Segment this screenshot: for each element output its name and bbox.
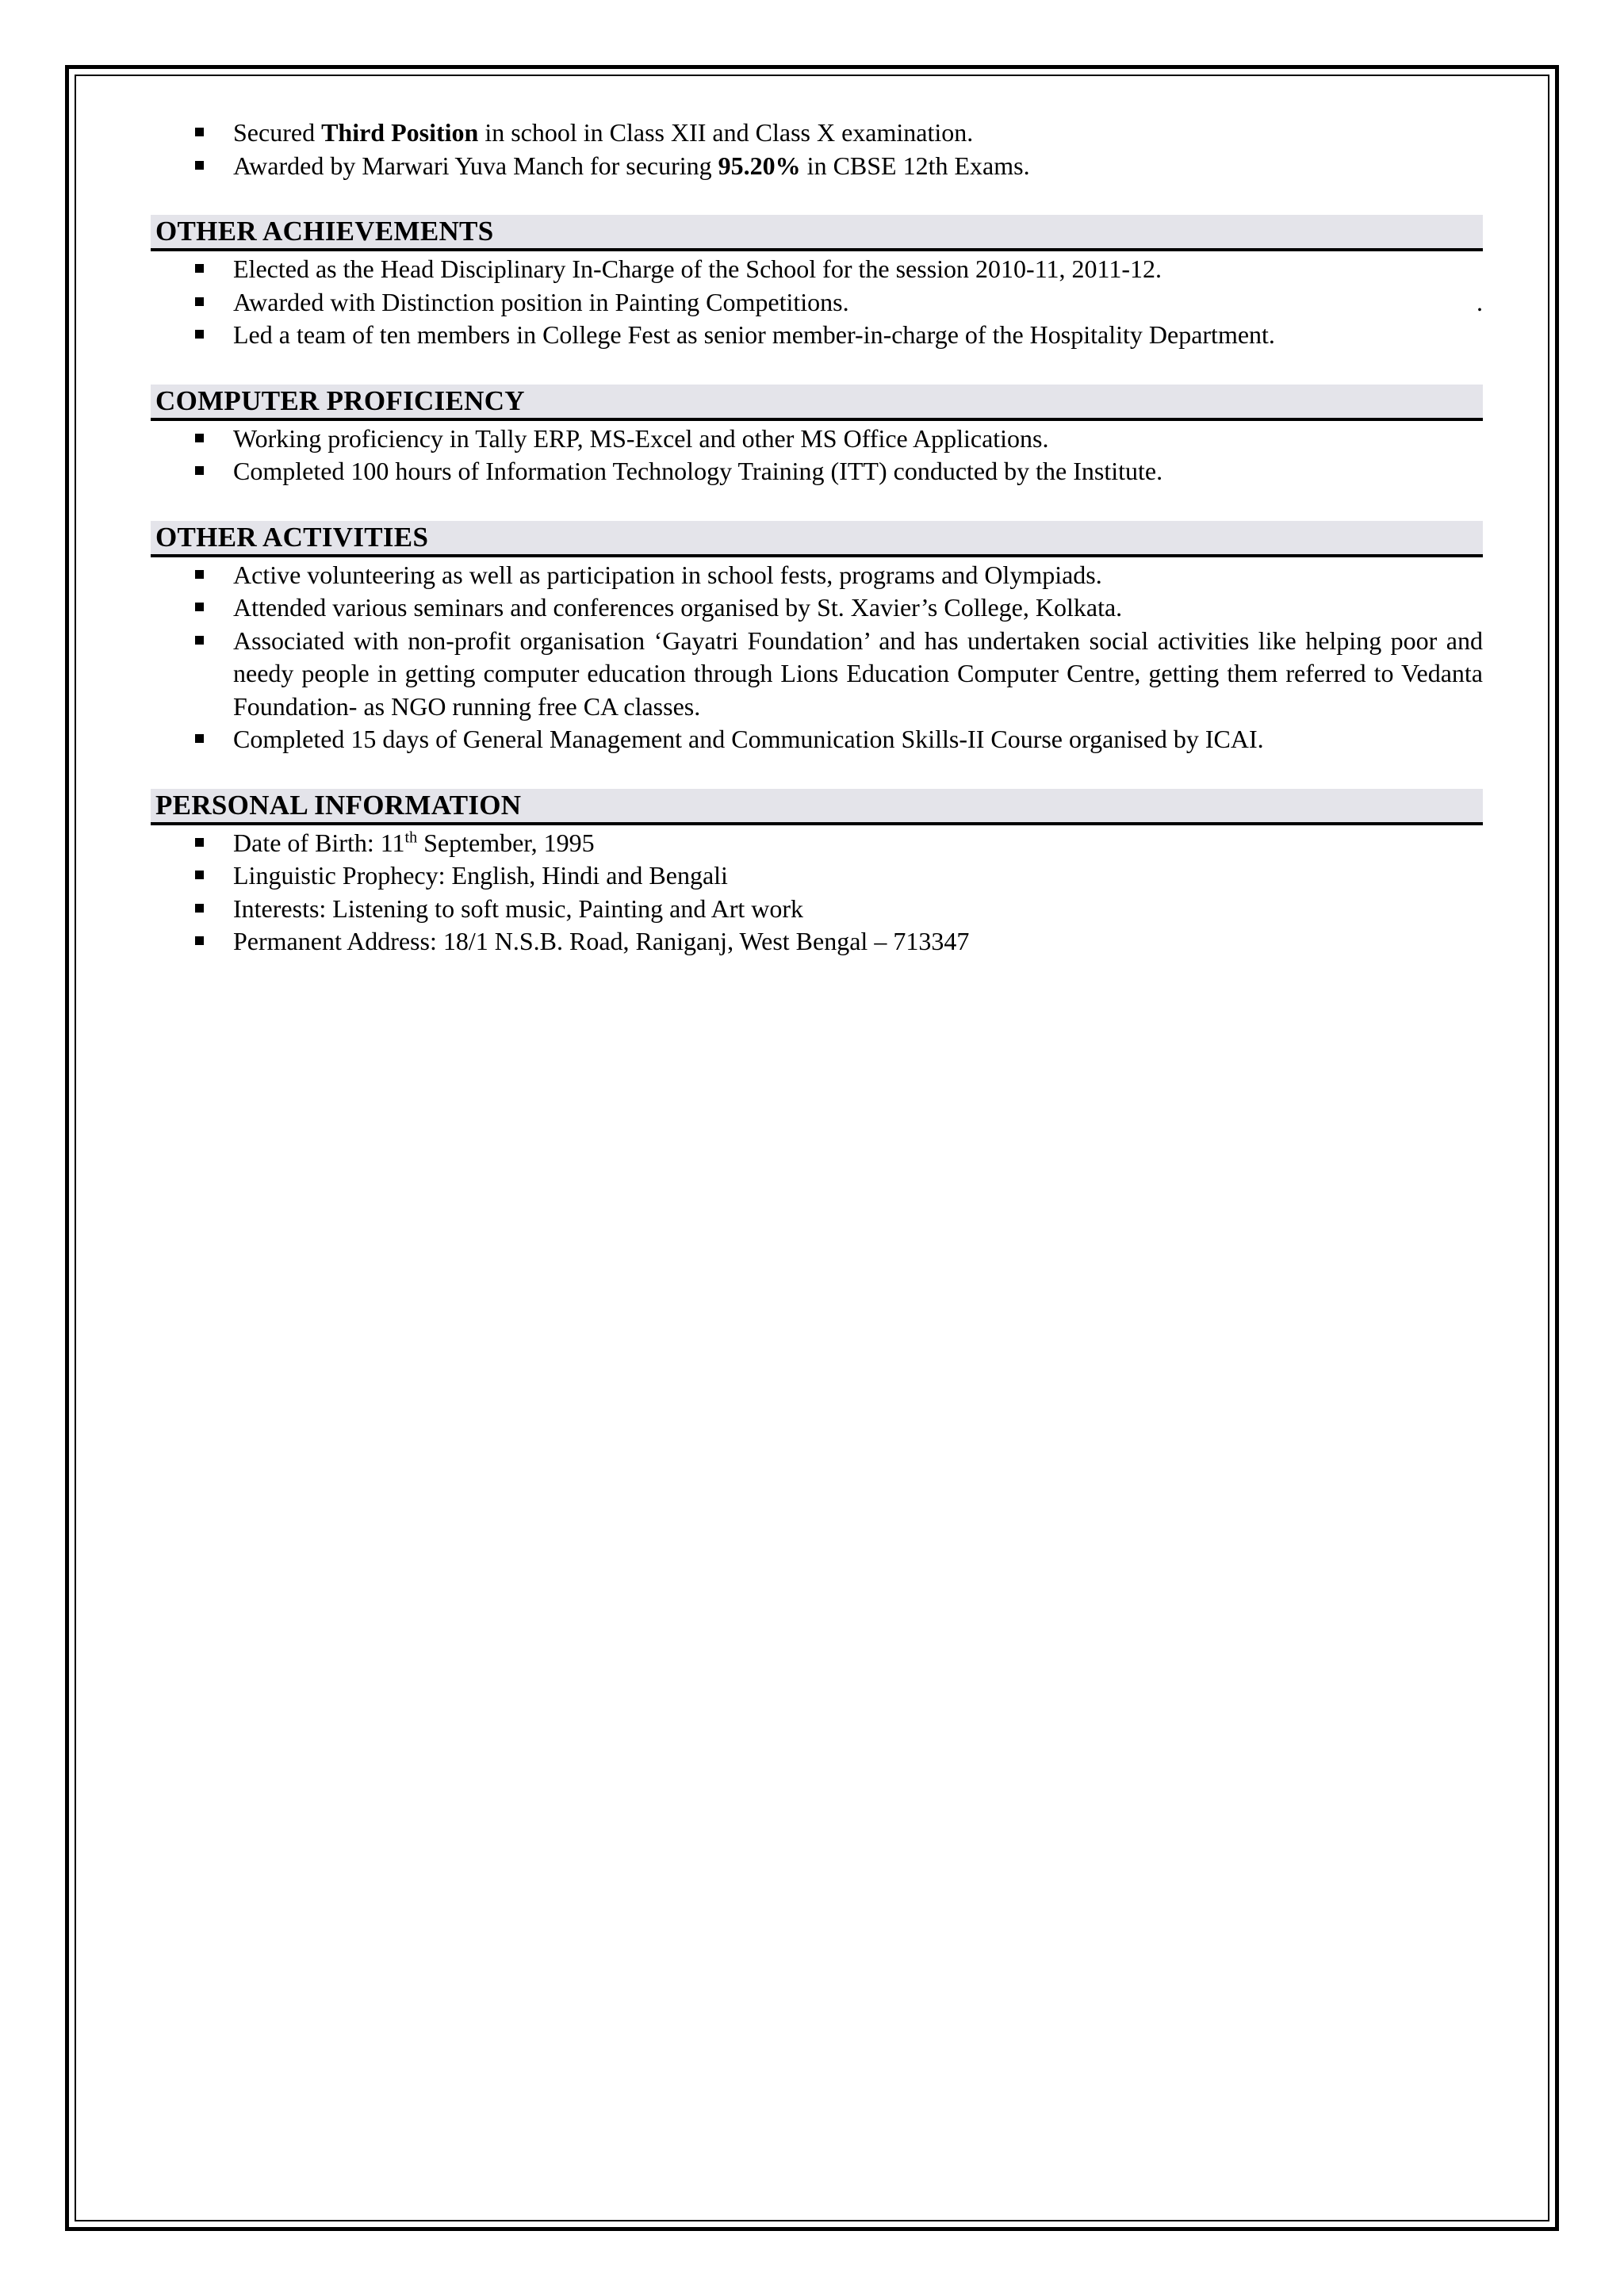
list-item — [151, 559, 1483, 592]
square-bullet-icon — [195, 636, 204, 645]
dob-superscript: th — [404, 828, 418, 846]
list-item — [151, 319, 1483, 352]
list-item — [151, 591, 1483, 625]
square-bullet-icon — [195, 161, 204, 170]
square-bullet-icon — [195, 904, 204, 913]
item-text: Associated with non-profit organisation ‘Gayatri Foundation’ and has undertaken social activities like helping poor and needy people in getting computer education through Lions Education Computer Centre, getting them referred to Vedanta Foundation- as NGO running free CA classes. — [233, 626, 1483, 721]
square-bullet-icon — [195, 936, 204, 945]
section-title: OTHER ACHIEVEMENTS — [151, 215, 1483, 251]
item-text: Permanent Address: 18/1 N.S.B. Road, Raniganj, West Bengal – 713347 — [233, 927, 970, 955]
square-bullet-icon — [195, 734, 204, 743]
list-item — [151, 893, 1483, 926]
item-bold-text: Third Position — [321, 118, 479, 147]
section-title: COMPUTER PROFICIENCY — [151, 385, 1483, 421]
item-text: Interests: Listening to soft music, Painting and Art work — [233, 894, 804, 923]
computer-list — [151, 423, 1483, 488]
item-text: Completed 15 days of General Management and Communication Skills-II Course organised by ICAI. — [233, 725, 1264, 753]
list-item — [151, 723, 1483, 756]
item-text: Secured — [233, 118, 322, 147]
square-bullet-icon — [195, 434, 204, 442]
item-text: Awarded with Distinction position in Painting Competitions. — [233, 287, 849, 316]
square-bullet-icon — [195, 603, 204, 611]
item-text: Completed 100 hours of Information Technology Training (ITT) conducted by the Institute. — [233, 457, 1163, 485]
list-item — [151, 859, 1483, 893]
square-bullet-icon — [195, 264, 204, 273]
achievements-list — [151, 253, 1483, 352]
square-bullet-icon — [195, 466, 204, 475]
list-item — [151, 625, 1483, 724]
list-item — [151, 925, 1483, 959]
list-item — [151, 117, 1483, 150]
resume-content — [151, 117, 1483, 959]
personal-list — [151, 827, 1483, 959]
item-text: Elected as the Head Disciplinary In-Charge of the School for the session 2010-11, 2011-12. — [233, 254, 1162, 283]
section-title: OTHER ACTIVITIES — [151, 521, 1483, 557]
section-computer-proficiency — [151, 385, 1483, 488]
item-text: in school in Class XII and Class X examination. — [478, 118, 974, 147]
list-item — [151, 253, 1483, 286]
square-bullet-icon — [195, 330, 204, 339]
item-text: Linguistic Prophecy: English, Hindi and Bengali — [233, 861, 728, 890]
square-bullet-icon — [195, 838, 204, 847]
item-bold-text: 95.20% — [718, 151, 801, 180]
item-text: Led a team of ten members in College Fest as senior member-in-charge of the Hospitality Department. — [233, 320, 1275, 349]
section-title: PERSONAL INFORMATION — [151, 789, 1483, 825]
activities-list — [151, 559, 1483, 756]
trailing-dot: . — [1477, 287, 1483, 316]
item-text: Working proficiency in Tally ERP, MS-Excel and other MS Office Applications. — [233, 423, 1049, 453]
section-other-activities — [151, 521, 1483, 756]
item-text: Attended various seminars and conferences organised by St. Xavier’s College, Kolkata. — [233, 593, 1123, 622]
square-bullet-icon — [195, 297, 204, 306]
list-item — [151, 286, 1483, 320]
top-achievements-list — [151, 117, 1483, 182]
item-text: in CBSE 12th Exams. — [800, 151, 1030, 180]
square-bullet-icon — [195, 871, 204, 879]
section-personal-information — [151, 789, 1483, 959]
item-text: Active volunteering as well as participation in school fests, programs and Olympiads. — [233, 560, 1102, 589]
square-bullet-icon — [195, 570, 204, 579]
list-item — [151, 455, 1483, 488]
square-bullet-icon — [195, 128, 204, 136]
list-item — [151, 423, 1483, 456]
dob-text: September, 1995 — [417, 828, 595, 857]
section-other-achievements — [151, 215, 1483, 352]
list-item-date-of-birth — [151, 827, 1483, 860]
dob-text: Date of Birth: 11 — [233, 828, 405, 857]
item-text: Awarded by Marwari Yuva Manch for securing — [233, 151, 718, 180]
list-item — [151, 150, 1483, 183]
